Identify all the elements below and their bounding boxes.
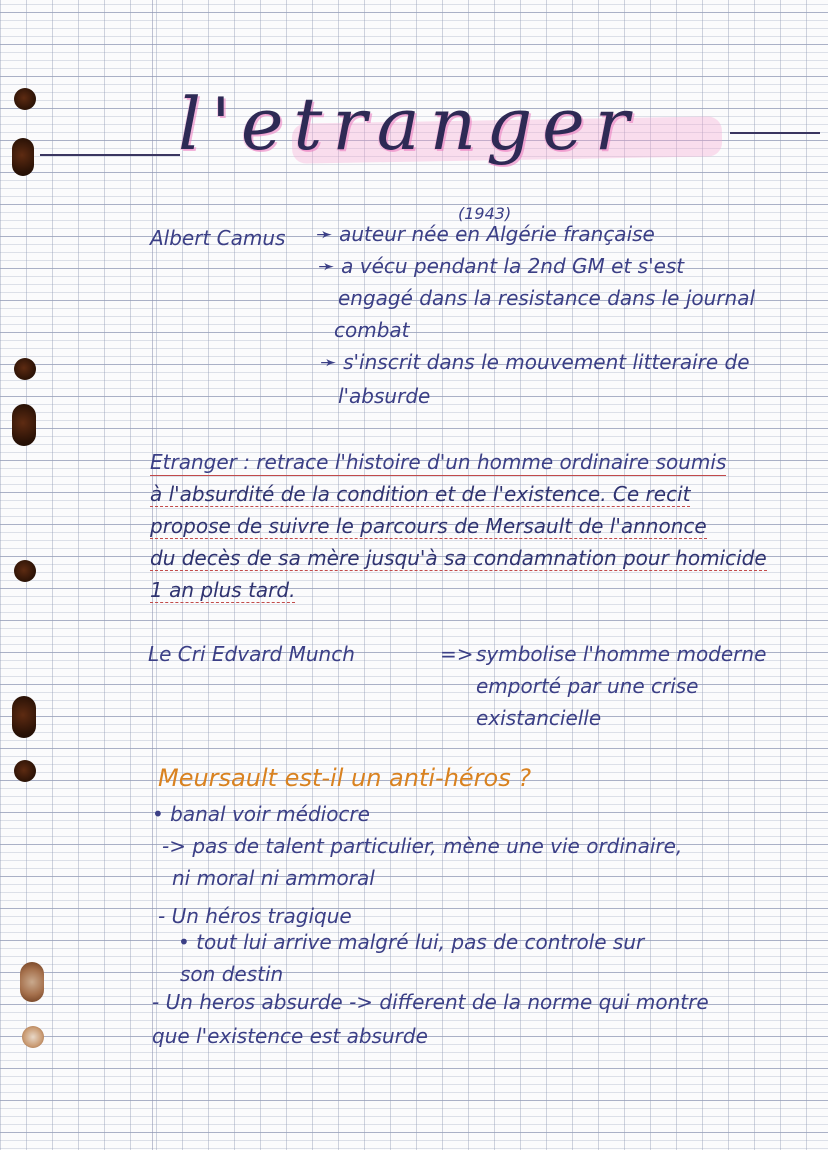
author-point: [320, 346, 750, 378]
summary-text: Etranger : retrace l'histoire d'un homme ordinaire soumis: [150, 450, 727, 474]
author-point-continuation: engagé dans la resistance dans le journal: [338, 286, 756, 310]
binder-hole: [12, 404, 36, 446]
page-title: l'etranger: [178, 82, 640, 166]
munch-arrow: =>: [440, 642, 474, 666]
arrow-icon: ➛: [318, 254, 342, 278]
author-point-text: a vécu pendant la 2nd GM et s'est: [341, 254, 685, 278]
binder-hole: [14, 760, 36, 782]
binder-hole: [14, 88, 36, 110]
section-line: ni moral ni ammoral: [172, 866, 375, 890]
munch-line: emporté par une crise: [476, 674, 699, 698]
author-point-continuation: l'absurde: [338, 384, 431, 408]
munch-line: symbolise l'homme moderne: [476, 642, 767, 666]
summary-text: à l'absurdité de la condition et de l'existence. Ce recit: [150, 482, 691, 506]
summary-line: [150, 478, 690, 510]
summary-text: du decès de sa mère jusqu'à sa condamnation pour homicide: [150, 546, 767, 570]
binder-hole: [14, 560, 36, 582]
section-line: -> pas de talent particulier, mène une vie ordinaire,: [162, 834, 683, 858]
summary-text: 1 an plus tard.: [150, 578, 296, 602]
section-line: que l'existence est absurde: [152, 1024, 428, 1048]
author-name: Albert Camus: [150, 226, 286, 250]
arrow-icon: ➛: [320, 350, 344, 374]
binder-hole: [14, 358, 36, 380]
summary-line: [150, 574, 295, 606]
binder-hole: [12, 138, 34, 176]
section-line: - Un héros tragique: [158, 904, 352, 928]
title-rule-left: [40, 154, 180, 156]
munch-line: existancielle: [476, 706, 602, 730]
author-point: [316, 218, 655, 250]
binder-hole: [20, 962, 44, 1002]
author-point: [318, 250, 684, 282]
arrow-icon: ➛: [316, 222, 340, 246]
summary-text: propose de suivre le parcours de Mersault de l'annonce: [150, 514, 707, 538]
munch-reference: Le Cri Edvard Munch: [148, 642, 355, 666]
summary-line: [150, 542, 767, 574]
binder-hole: [22, 1026, 44, 1048]
summary-line: [150, 446, 726, 478]
section-line: • tout lui arrive malgré lui, pas de controle sur: [178, 930, 645, 954]
section-line: - Un heros absurde -> different de la norme qui montre: [152, 990, 709, 1014]
title-rule-right: [730, 132, 820, 134]
binder-hole: [12, 696, 36, 738]
date: (1943): [458, 204, 512, 223]
author-point-continuation: combat: [334, 318, 410, 342]
summary-line: [150, 510, 707, 542]
author-point-text: s'inscrit dans le mouvement litteraire de: [343, 350, 750, 374]
author-point-text: auteur née en Algérie française: [339, 222, 655, 246]
section-line: • banal voir médiocre: [152, 802, 370, 826]
section-line: son destin: [180, 962, 284, 986]
section-heading: Meursault est-il un anti-héros ?: [158, 764, 532, 792]
